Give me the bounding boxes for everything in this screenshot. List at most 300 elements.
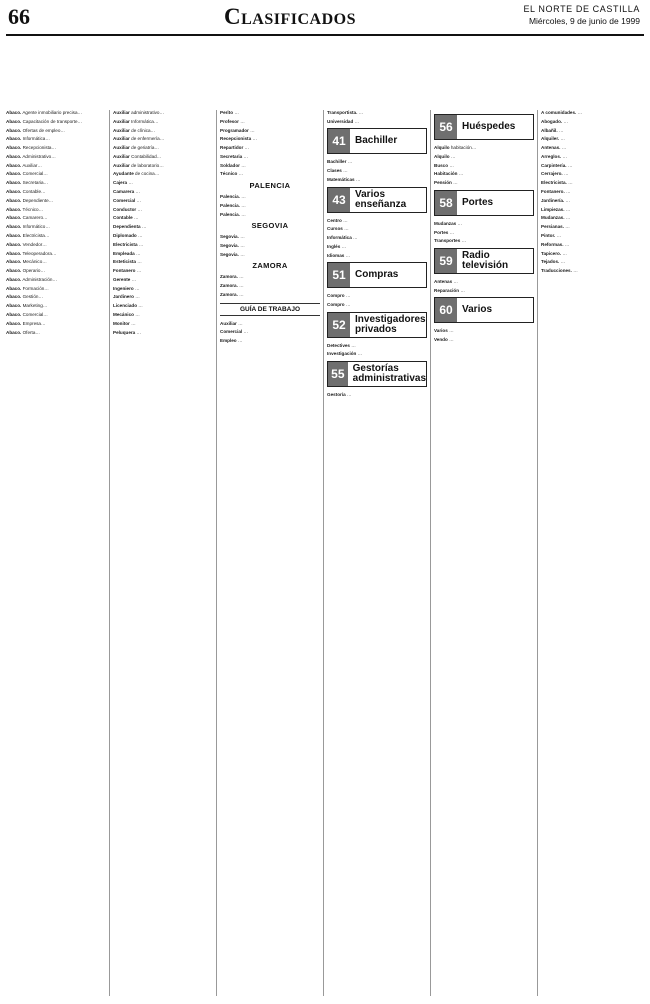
classified-ad — [113, 128, 213, 134]
ad-text: … — [355, 176, 361, 182]
ad-lead: Matemáticas — [327, 176, 355, 182]
classified-ad — [220, 252, 320, 258]
section-label: Varios enseñanza — [355, 188, 407, 210]
ad-lead: Jardinero — [113, 294, 134, 300]
ad-lead: Empleo — [220, 338, 237, 344]
ad-lead: Antenas — [434, 278, 453, 284]
classified-ad — [113, 286, 213, 292]
ad-text: Auxiliar… — [22, 162, 43, 168]
ad-lead: Técnico — [220, 171, 238, 177]
classified-ad — [113, 268, 213, 274]
classified-ad — [541, 207, 641, 213]
ad-text: … — [343, 168, 348, 174]
classified-ad — [6, 268, 106, 274]
classified-ad — [6, 312, 106, 318]
ad-text: … — [461, 238, 467, 244]
classified-ad — [220, 154, 320, 160]
ad-text: … — [560, 259, 566, 265]
ad-lead: Abogado. — [541, 118, 563, 124]
ad-lead: Abaco. — [6, 189, 22, 195]
ad-lead: Pensión — [434, 180, 452, 186]
ad-lead: Alquilo — [434, 153, 450, 159]
issue-date: Miércoles, 9 de junio de 1999 — [528, 16, 640, 26]
ad-text: … — [131, 276, 137, 282]
ad-lead: Abaco. — [6, 320, 22, 326]
ad-text: … — [353, 235, 358, 241]
ad-text: Agente inmobiliario precisa… — [22, 110, 83, 115]
ad-text: Administración… — [22, 276, 58, 282]
ad-text: … — [449, 337, 454, 343]
ad-lead: Cerrajero. — [541, 171, 563, 177]
ad-text: … — [136, 329, 142, 335]
classified-ad — [541, 128, 641, 134]
classified-ad — [541, 163, 641, 169]
classified-ad — [220, 145, 320, 151]
ad-text: … — [561, 145, 567, 151]
classified-ad — [327, 226, 427, 232]
ad-lead: Auxiliar — [113, 136, 130, 142]
ad-lead: Electricista. — [541, 180, 567, 186]
classified-ad — [434, 238, 534, 244]
column-5 — [430, 110, 537, 996]
classified-ad — [113, 251, 213, 257]
classified-ad — [113, 154, 213, 160]
classified-ad — [541, 136, 641, 142]
classified-ad — [113, 312, 213, 318]
ad-text: … — [252, 136, 258, 142]
classified-ad — [113, 242, 213, 248]
ad-text: … — [240, 118, 245, 124]
classified-ad — [113, 224, 213, 230]
classified-ad — [113, 294, 213, 300]
ad-text: … — [449, 229, 455, 235]
classified-ad — [220, 119, 320, 125]
classified-ad — [541, 242, 641, 248]
ad-text: Ofertas de empleo… — [22, 127, 65, 133]
classified-ad — [6, 259, 106, 265]
classified-ad — [113, 145, 213, 151]
ad-lead: Auxiliar — [113, 127, 130, 133]
ad-text: … — [567, 162, 573, 168]
section-heading — [327, 361, 427, 387]
ad-text: … — [136, 197, 142, 203]
ad-text: … — [241, 211, 246, 217]
ad-lead: Esteticista — [113, 259, 136, 265]
ad-text: Teleoperadora… — [22, 250, 57, 256]
ad-lead: Vendo — [434, 337, 448, 343]
ad-text: Contable… — [22, 189, 46, 195]
classified-ad — [6, 154, 106, 160]
ad-lead: Albañil. — [541, 127, 558, 133]
section-label: Portes — [462, 196, 494, 208]
ad-lead: Abaco. — [6, 224, 22, 230]
ad-lead: Abaco. — [6, 329, 22, 335]
ad-text: … — [128, 180, 133, 186]
classified-ad — [6, 294, 106, 300]
ad-text: … — [341, 243, 347, 249]
section-heading — [327, 128, 427, 154]
classified-ad — [220, 321, 320, 327]
classified-ad — [6, 145, 106, 151]
ad-lead: Recepcionista — [220, 136, 252, 142]
section-number: 41 — [328, 129, 350, 153]
ad-lead: Perito — [220, 110, 234, 115]
ad-lead: Abaco. — [6, 268, 22, 274]
subsection-heading: ZAMORA — [252, 261, 288, 271]
classified-ad — [327, 244, 427, 250]
classified-ad — [327, 218, 427, 224]
ad-lead: Ayudante — [113, 171, 134, 177]
ad-lead: Auxiliar — [113, 145, 130, 151]
ad-lead: Abaco. — [6, 250, 22, 256]
ad-lead: Profesor — [220, 118, 239, 124]
ad-text: Formación… — [22, 285, 49, 291]
ad-text: Operario… — [22, 268, 46, 274]
section-number: 55 — [328, 362, 348, 386]
classified-ad — [113, 171, 213, 177]
section-label: Investigadores privados — [355, 313, 426, 335]
ad-lead: Abaco. — [6, 259, 22, 265]
classified-ad — [6, 119, 106, 125]
classified-ad — [6, 242, 106, 248]
ad-text: Informática… — [22, 136, 50, 142]
ad-lead: Bachiller — [327, 159, 347, 165]
classified-ad — [220, 194, 320, 200]
classified-ad — [6, 163, 106, 169]
subsection-heading: PALENCIA — [249, 181, 291, 191]
classified-ad — [113, 110, 213, 116]
section-label: Gestorías administrativas — [352, 363, 427, 384]
ad-lead: Abaco. — [6, 127, 22, 133]
ad-lead: Licenciado — [113, 303, 137, 309]
column-3 — [216, 110, 323, 996]
ad-lead: Auxiliar — [113, 118, 130, 124]
ad-lead: Abaco. — [6, 145, 22, 151]
ad-lead: Comercial — [113, 197, 136, 203]
ad-text: Camarero… — [22, 215, 48, 221]
ad-lead: Zamora. — [220, 291, 238, 297]
ad-text: Capacitación de transporte… — [22, 118, 83, 124]
ad-text: … — [135, 311, 140, 317]
column-2 — [109, 110, 216, 996]
ad-text: … — [354, 118, 360, 124]
ad-text: … — [137, 206, 143, 212]
classified-ad — [6, 180, 106, 186]
classified-ad — [113, 277, 213, 283]
ad-lead: Palencia. — [220, 194, 240, 200]
section-heading — [434, 297, 534, 323]
ad-text: … — [237, 338, 243, 344]
ad-lead: Abaco. — [6, 232, 22, 238]
ad-text: … — [577, 110, 583, 115]
ad-text: Marketing… — [22, 303, 48, 309]
classified-ad — [327, 293, 427, 299]
ad-lead: Conductor — [113, 206, 137, 212]
classified-ad — [541, 215, 641, 221]
ad-lead: Abaco. — [6, 215, 22, 221]
ad-lead: Auxiliar — [113, 110, 130, 115]
ad-lead: Abaco. — [6, 294, 22, 300]
ad-lead: Traducciones. — [541, 268, 572, 274]
section-heading — [327, 262, 427, 288]
ad-text: … — [238, 171, 244, 177]
classified-ad — [6, 224, 106, 230]
ad-text: … — [351, 342, 356, 348]
classified-ad — [113, 303, 213, 309]
classified-ad — [113, 259, 213, 265]
ad-text: … — [565, 224, 570, 230]
classified-ad — [434, 171, 534, 177]
ad-text: … — [449, 328, 454, 334]
ad-text: … — [133, 215, 139, 221]
ad-lead: Jardinería. — [541, 197, 565, 203]
ad-lead: Diplomado — [113, 232, 137, 238]
classified-ad — [434, 288, 534, 294]
ad-text: … — [453, 180, 458, 186]
classified-ad — [434, 163, 534, 169]
ad-lead: Camarera — [113, 189, 135, 195]
classified-ad — [6, 321, 106, 327]
classified-ad — [541, 171, 641, 177]
ad-text: … — [458, 171, 464, 177]
ad-lead: Abaco. — [6, 276, 22, 282]
classified-ad — [113, 163, 213, 169]
ad-text: … — [131, 320, 136, 326]
ad-text: Oferta… — [22, 329, 40, 335]
classified-ad — [113, 180, 213, 186]
section-label: Varios — [462, 304, 493, 316]
ad-lead: Abaco. — [6, 303, 22, 309]
ad-lead: Segovia. — [220, 234, 239, 240]
ad-lead: Peluquera — [113, 329, 136, 335]
ad-lead: Abaco. — [6, 197, 22, 203]
classified-ad — [541, 259, 641, 265]
ad-lead: Reformas. — [541, 241, 564, 247]
classified-ad — [220, 338, 320, 344]
ad-text: de geriatría… — [131, 145, 159, 151]
ad-text: … — [568, 180, 573, 186]
classified-ad — [220, 128, 320, 134]
section-number: 51 — [328, 263, 350, 287]
classified-ad — [327, 351, 427, 357]
ad-lead: Abaco. — [6, 171, 22, 177]
ad-text: … — [345, 302, 351, 308]
ad-lead: Antenas. — [541, 145, 561, 151]
ad-lead: Abaco. — [6, 136, 22, 142]
classified-ad — [113, 198, 213, 204]
classified-ad — [327, 392, 427, 398]
ad-text: … — [558, 127, 564, 133]
classified-ad — [327, 235, 427, 241]
ad-lead: Programador — [220, 127, 249, 133]
classified-ad — [220, 243, 320, 249]
classified-ad — [327, 343, 427, 349]
ad-text: … — [460, 287, 465, 293]
column-4 — [323, 110, 430, 996]
subsection-heading: SEGOVIA — [251, 221, 289, 231]
classified-ad — [541, 119, 641, 125]
classified-ad — [434, 230, 534, 236]
classified-ad — [541, 110, 641, 116]
ad-lead: Mecánico — [113, 311, 134, 317]
ad-lead: Auxiliar — [113, 153, 130, 159]
page-header — [6, 0, 644, 36]
ad-text: … — [250, 127, 255, 133]
ad-text: … — [564, 241, 570, 247]
classified-ad — [327, 253, 427, 259]
newspaper-name: EL NORTE DE CASTILLA — [523, 4, 640, 14]
ad-lead: Transportista. — [327, 110, 358, 115]
classified-ad — [113, 330, 213, 336]
classified-ad — [327, 168, 427, 174]
classified-ad — [434, 328, 534, 334]
classified-ad — [220, 292, 320, 298]
ad-lead: Gerente — [113, 276, 131, 282]
classified-ad — [541, 251, 641, 257]
section-label: Radio televisión — [462, 249, 509, 271]
section-heading — [434, 190, 534, 216]
ad-text: … — [243, 153, 249, 159]
classified-ad — [113, 119, 213, 125]
ad-lead: Zamora. — [220, 274, 238, 280]
classified-ad — [541, 224, 641, 230]
classified-ad — [220, 171, 320, 177]
classified-ad — [6, 251, 106, 257]
ad-text: … — [244, 145, 250, 151]
ad-lead: Alquiler. — [541, 136, 560, 142]
ad-lead: Auxiliar — [113, 162, 130, 168]
classified-ad — [113, 321, 213, 327]
ad-text: … — [560, 136, 565, 142]
ad-lead: Secretaria — [220, 153, 243, 159]
section-heading — [327, 312, 427, 338]
ad-text: … — [138, 303, 143, 309]
ad-lead: Pintor. — [541, 232, 556, 238]
ad-lead: Palencia. — [220, 211, 240, 217]
ad-lead: Soldador — [220, 162, 240, 168]
ad-lead: Abaco. — [6, 180, 22, 186]
classified-ad — [6, 207, 106, 213]
column-6 — [537, 110, 644, 996]
ad-text: Técnico… — [22, 206, 44, 212]
ad-text: … — [239, 283, 244, 289]
classified-ad — [541, 145, 641, 151]
classified-ad — [220, 203, 320, 209]
ad-lead: Arreglos. — [541, 153, 562, 159]
classified-ad — [327, 110, 427, 116]
ad-text: Empresa… — [22, 320, 46, 326]
column-1 — [6, 110, 109, 996]
section-number: 58 — [435, 191, 457, 215]
ad-lead: Alquilo — [434, 145, 450, 150]
ad-text: … — [343, 217, 348, 223]
section-number: 56 — [435, 115, 457, 139]
ad-lead: Idiomas — [327, 252, 345, 258]
ad-text: … — [243, 329, 249, 335]
ad-text: de clínica… — [131, 127, 156, 133]
classified-ad — [541, 268, 641, 274]
ad-lead: Limpiezas. — [541, 206, 565, 212]
classified-ad — [434, 180, 534, 186]
ad-lead: Ingeniero — [113, 285, 134, 291]
ad-lead: Abaco. — [6, 311, 22, 317]
ad-text: … — [564, 171, 569, 177]
ad-lead: Segovia. — [220, 243, 239, 248]
ad-lead: Abaco. — [6, 110, 22, 115]
ad-text: administrativo… — [131, 110, 165, 115]
ad-text: … — [241, 202, 246, 208]
classified-ad — [6, 110, 106, 116]
ad-text: … — [135, 250, 141, 256]
ad-text: … — [347, 159, 353, 165]
ad-text: … — [240, 251, 245, 257]
ad-lead: Busco — [434, 162, 449, 168]
ad-lead: Palencia. — [220, 202, 240, 208]
classified-ad — [327, 177, 427, 183]
section-label: Huéspedes — [462, 121, 516, 132]
section-heading — [434, 248, 534, 274]
ad-lead: Cajera — [113, 180, 128, 186]
ad-text: … — [138, 241, 144, 247]
ad-text: … — [345, 293, 351, 299]
section-number: 60 — [435, 298, 457, 322]
ad-text: … — [450, 153, 456, 159]
classified-ad — [327, 119, 427, 125]
ad-lead: Inglés — [327, 243, 341, 249]
ad-lead: Zamora. — [220, 283, 238, 289]
ad-lead: Centro — [327, 217, 342, 223]
classified-ad — [220, 234, 320, 240]
ad-lead: Abaco. — [6, 153, 22, 159]
ad-text: habitación… — [450, 145, 477, 150]
ad-columns — [6, 110, 644, 996]
ad-lead: Varios — [434, 328, 448, 334]
ad-text: … — [134, 285, 140, 291]
classified-ad — [113, 189, 213, 195]
classified-ad — [6, 233, 106, 239]
ad-text: Dependiente… — [22, 197, 54, 203]
ad-text: … — [135, 189, 141, 195]
ad-text: … — [138, 232, 143, 238]
ad-text: … — [562, 250, 567, 256]
ad-lead: Compro — [327, 302, 345, 308]
ad-text: Vendedor… — [22, 241, 47, 247]
ad-text: … — [345, 252, 351, 258]
ad-text: … — [241, 162, 246, 168]
ad-text: … — [565, 215, 571, 221]
classified-ad — [541, 198, 641, 204]
classified-ad — [220, 212, 320, 218]
classified-ad — [220, 283, 320, 289]
subsection-heading: GUÍA DE TRABAJO — [220, 303, 320, 316]
ad-text: … — [238, 320, 243, 326]
ad-text: Mecánico… — [22, 259, 47, 265]
section-label: Compras — [355, 269, 399, 281]
ad-text: … — [562, 153, 568, 159]
ad-lead: Repartidor — [220, 145, 244, 151]
section-number: 52 — [328, 313, 350, 337]
ad-text: … — [239, 291, 244, 297]
section-number: 43 — [328, 188, 350, 212]
ad-lead: Contable — [113, 215, 133, 221]
ad-lead: Transportes — [434, 238, 461, 244]
classified-ad — [6, 128, 106, 134]
ad-lead: Cursos — [327, 226, 343, 232]
ad-text: … — [234, 110, 239, 115]
classified-ad — [6, 286, 106, 292]
ad-text: Electricista… — [22, 232, 50, 238]
classified-ad — [220, 163, 320, 169]
